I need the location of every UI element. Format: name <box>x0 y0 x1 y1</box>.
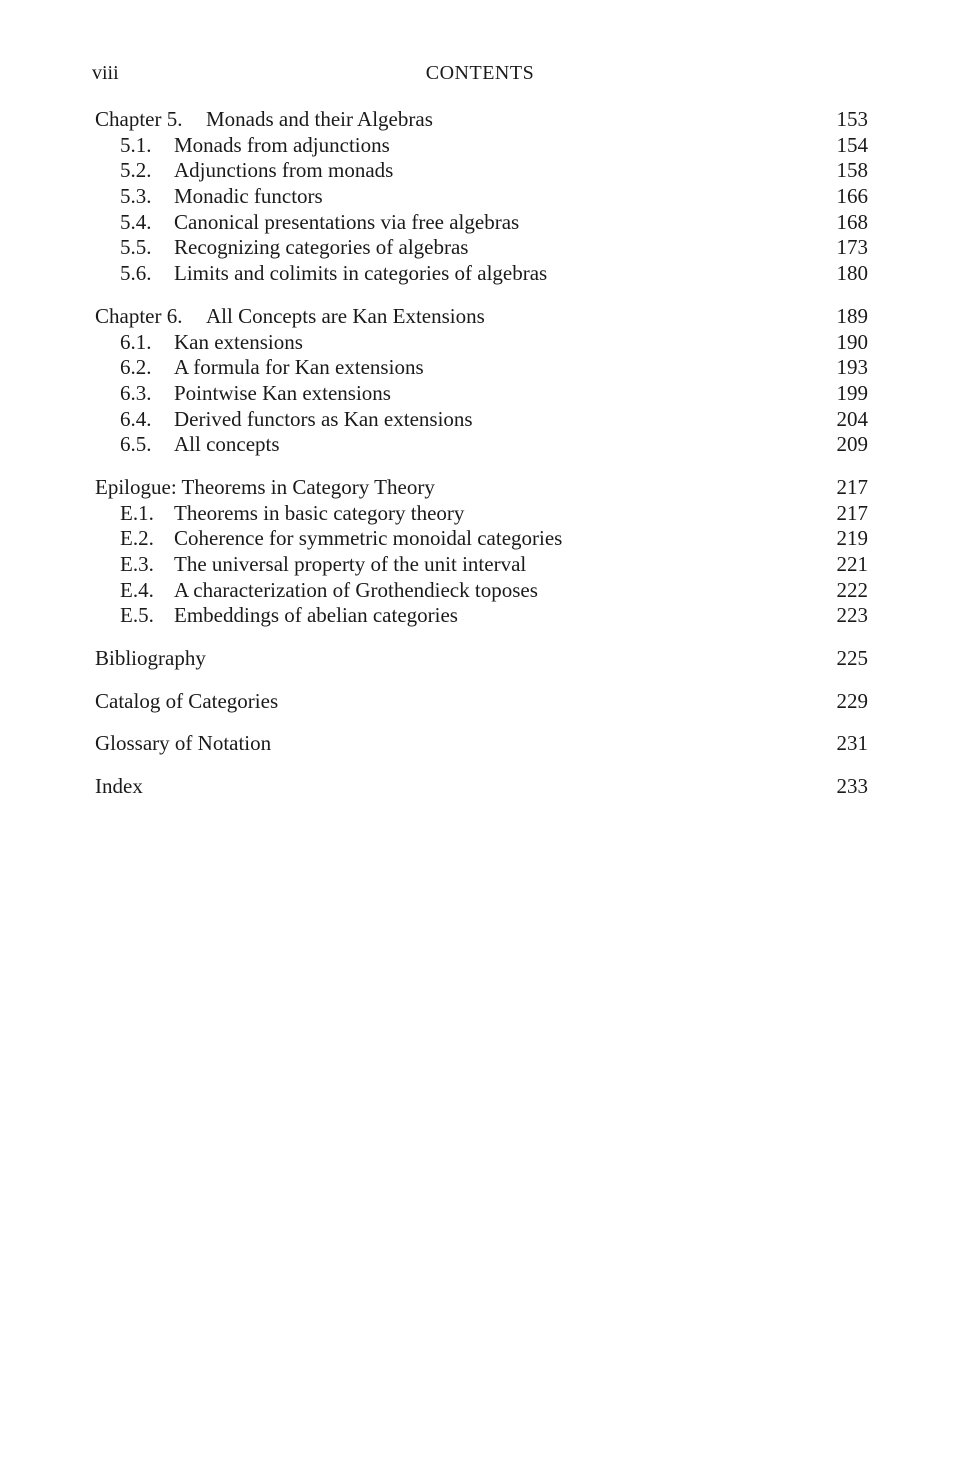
toc-entry[interactable] <box>95 475 868 501</box>
toc-section-title-cell <box>120 355 424 381</box>
toc-section-entry[interactable] <box>95 133 868 159</box>
chapter-number: Chapter 6. <box>95 303 183 328</box>
toc-section-title-cell <box>120 261 547 287</box>
toc-section-entry[interactable] <box>95 210 868 236</box>
toc-group <box>95 646 868 672</box>
toc-entry-page: 225 <box>836 646 868 671</box>
section-number: E.4. <box>120 577 154 602</box>
section-page: 222 <box>836 577 868 602</box>
chapter-number: Chapter 5. <box>95 107 183 131</box>
toc-section-title-cell <box>120 578 538 604</box>
toc-entry[interactable] <box>95 731 868 757</box>
page-header <box>92 62 868 90</box>
toc-entry-page: 189 <box>836 303 868 328</box>
toc-section-title-cell <box>120 501 464 527</box>
toc-entry-title-cell <box>95 475 435 501</box>
toc-entry-page: 231 <box>836 731 868 756</box>
toc-entry-title: Index <box>95 774 143 799</box>
toc-entry-title-cell <box>95 646 206 672</box>
toc-section-title-cell <box>120 526 562 552</box>
toc-section-entry[interactable] <box>95 184 868 210</box>
toc-section-entry[interactable] <box>95 235 868 261</box>
toc-section-title-cell <box>120 133 390 159</box>
section-number: 5.2. <box>120 158 152 183</box>
section-title: All concepts <box>174 432 280 457</box>
section-page: 219 <box>836 526 868 551</box>
toc-entry[interactable] <box>95 107 868 133</box>
toc-section-entry[interactable] <box>95 261 868 287</box>
toc-entry-title-cell <box>95 731 271 757</box>
section-number: 5.1. <box>120 132 152 157</box>
toc-section-entry[interactable] <box>95 432 868 458</box>
toc-group <box>95 107 868 287</box>
section-title: The universal property of the unit interval <box>174 552 527 576</box>
toc-section-title-cell <box>120 407 473 433</box>
section-title: Adjunctions from monads <box>174 158 394 183</box>
section-page: 166 <box>836 184 868 209</box>
toc-section-entry[interactable] <box>95 158 868 184</box>
section-number: 5.4. <box>120 209 152 234</box>
section-title: Embeddings of abelian categories <box>174 603 458 628</box>
toc-entry-title: All Concepts are Kan Extensions <box>206 303 485 328</box>
toc-section-title-cell <box>120 235 468 261</box>
toc-section-entry[interactable] <box>95 407 868 433</box>
toc-entry[interactable] <box>95 304 868 330</box>
section-title: Pointwise Kan extensions <box>174 380 391 405</box>
section-page: 193 <box>836 355 868 380</box>
toc-section-entry[interactable] <box>95 603 868 629</box>
page-number: viii <box>92 62 119 84</box>
section-title: Recognizing categories of algebras <box>174 235 469 260</box>
section-title: Theorems in basic category theory <box>174 500 465 525</box>
toc-group <box>95 304 868 458</box>
toc-entry-title-cell <box>95 304 485 330</box>
toc-entry-title: Monads and their Algebras <box>206 107 433 131</box>
section-number: 6.1. <box>120 329 152 354</box>
section-page: 204 <box>836 406 868 431</box>
toc-section-entry[interactable] <box>95 578 868 604</box>
section-page: 199 <box>836 380 868 405</box>
section-number: 5.5. <box>120 235 152 260</box>
section-page: 223 <box>836 603 868 628</box>
toc-entry-title-cell <box>95 107 433 133</box>
section-title: A characterization of Grothendieck toposes <box>174 577 538 602</box>
toc-entry-title: Catalog of Categories <box>95 688 279 713</box>
toc-entry-title: Glossary of Notation <box>95 731 272 756</box>
toc-entry-page: 153 <box>836 107 868 131</box>
section-page: 158 <box>836 158 868 183</box>
section-number: E.1. <box>120 500 154 525</box>
section-number: 5.3. <box>120 184 152 209</box>
section-page: 217 <box>836 500 868 525</box>
toc-section-entry[interactable] <box>95 381 868 407</box>
toc-entry-title-cell <box>95 689 278 715</box>
toc-section-title-cell <box>120 158 393 184</box>
toc-section-entry[interactable] <box>95 552 868 578</box>
toc-section-title-cell <box>120 381 391 407</box>
section-title: Monadic functors <box>174 184 323 209</box>
section-title: Coherence for symmetric monoidal categories <box>174 526 563 551</box>
toc-section-title-cell <box>120 432 280 458</box>
table-of-contents <box>95 107 868 817</box>
toc-section-title-cell <box>120 330 303 356</box>
toc-section-title-cell <box>120 210 519 236</box>
section-number: 6.5. <box>120 432 152 457</box>
toc-entry-title: Bibliography <box>95 646 206 671</box>
section-title: Monads from adjunctions <box>174 132 390 157</box>
section-title: A formula for Kan extensions <box>174 355 424 380</box>
section-title: Limits and colimits in categories of algebras <box>174 261 548 286</box>
section-number: 6.2. <box>120 355 152 380</box>
toc-section-entry[interactable] <box>95 330 868 356</box>
section-page: 190 <box>836 329 868 354</box>
section-number: 6.3. <box>120 380 152 405</box>
toc-entry-title-cell <box>95 774 143 800</box>
section-number: 5.6. <box>120 261 152 286</box>
toc-section-title-cell <box>120 184 323 210</box>
toc-section-title-cell <box>120 552 526 578</box>
toc-entry[interactable] <box>95 774 868 800</box>
section-number: 6.4. <box>120 406 152 431</box>
toc-section-entry[interactable] <box>95 526 868 552</box>
toc-section-entry[interactable] <box>95 355 868 381</box>
toc-entry-page: 233 <box>836 774 868 799</box>
section-number: E.5. <box>120 603 154 628</box>
toc-group <box>95 689 868 715</box>
toc-group <box>95 774 868 800</box>
toc-entry-title: Epilogue: Theorems in Category Theory <box>95 474 435 499</box>
running-head: CONTENTS <box>425 62 535 84</box>
section-title: Canonical presentations via free algebras <box>174 209 520 234</box>
toc-group <box>95 475 868 629</box>
toc-entry-page: 229 <box>836 688 868 713</box>
toc-section-entry[interactable] <box>95 501 868 527</box>
section-page: 154 <box>836 132 868 157</box>
section-page: 209 <box>836 432 868 457</box>
section-page: 168 <box>836 209 868 234</box>
section-title: Derived functors as Kan extensions <box>174 406 473 431</box>
section-title: Kan extensions <box>174 329 303 354</box>
toc-entry[interactable] <box>95 646 868 672</box>
section-page: 173 <box>836 235 868 260</box>
toc-section-title-cell <box>120 603 458 629</box>
toc-entry-page: 217 <box>836 474 868 499</box>
section-number: E.3. <box>120 552 154 576</box>
section-page: 180 <box>836 261 868 286</box>
toc-group <box>95 731 868 757</box>
toc-entry[interactable] <box>95 689 868 715</box>
section-number: E.2. <box>120 526 154 551</box>
section-page: 221 <box>836 552 868 576</box>
